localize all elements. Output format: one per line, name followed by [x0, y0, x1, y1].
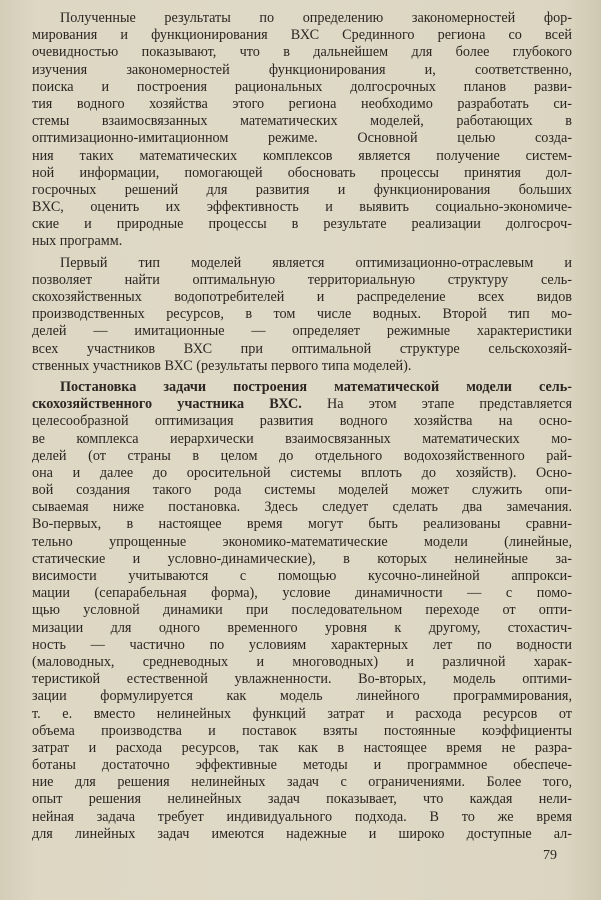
text-line: т. е. вместо нелинейных функций затрат и расхода ресурсов от	[32, 705, 572, 722]
text-line: для линейных задач имеются надежные и широко доступные ал-	[32, 825, 572, 842]
text-line: ние для решения нелинейных задач с ограничениями. Более того,	[32, 774, 572, 791]
text-line: зации формулируется как модель линейного программирования,	[32, 688, 572, 705]
text-line: мизации для одного временного уровня к другому, стохастич-	[32, 619, 572, 636]
text-line: Полученные результаты по определению закономерностей фор-	[60, 10, 572, 26]
paragraph-1	[32, 10, 572, 251]
text-line: щью условной динамики при последовательном переходе от опти-	[32, 602, 572, 619]
text-line: тельно упрощенные экономико-математические модели (линейные,	[32, 533, 572, 550]
section-heading: Постановка задачи построения математической модели сель-	[60, 378, 572, 395]
text-line: делей (от страны в целом до отдельного водохозяйственного рай-	[32, 447, 572, 464]
text-line: она и далее до оросительной системы вплоть до хозяйств). Осно-	[32, 464, 572, 481]
text-line: висимости учитываются с помощью кусочно-линейной аппрокси-	[32, 568, 572, 584]
text-line: мации (сепарабельная форма), условие динамичности — с помо-	[32, 585, 572, 602]
text-line: ния таких математических комплексов является получение систем-	[32, 147, 572, 164]
text-line: очевидностью показывают, что в дальнейшем для более глубокого	[32, 44, 572, 61]
text-line: вой создания такого рода системы моделей может служить опи-	[32, 482, 572, 499]
text-line: затрат и расхода ресурсов, так как в настоящее время не разра-	[32, 739, 572, 756]
text-line: скохозяйственных водопотребителей и распределение всех видов	[32, 289, 572, 305]
text-line: ские и природные процессы в результате реализации долгосроч-	[32, 216, 572, 233]
text-line: ной информации, помогающей обосновать процессы принятия дол-	[32, 164, 572, 181]
text-line: опыт решения нелинейных задач показывает, что каждая нели-	[32, 791, 572, 808]
text-line: ве комплекса иерархически взаимосвязанных математических мо-	[32, 430, 572, 447]
heading-followup-text: На этом этапе представляется	[301, 396, 572, 413]
text-line: ных программ.	[32, 233, 123, 250]
text-line: объема производства и поставок взяты постоянные коэффициенты	[32, 722, 572, 739]
text-line: изучения закономерностей функционирования и, соответственно,	[32, 61, 572, 78]
text-line: теристикой естественной увлажненности. Во-вторых, модель оптими-	[32, 671, 572, 688]
text-line: ВХС, оценить их эффективность и выявить социально-экономиче-	[32, 199, 572, 216]
text-line: (маловодных, средневодных и многоводных) и различной харак-	[32, 653, 572, 670]
text-line: сываемая ниже постановка. Здесь следует сделать два замечания.	[32, 499, 572, 516]
text-line: всех участников ВХС при оптимальной структуре сельскохозяй-	[32, 340, 572, 357]
page-number: 79	[543, 848, 557, 863]
text-line: оптимизационно-имитационном режиме. Основной целью созда-	[32, 130, 572, 147]
text-line: Во-первых, в настоящее время могут быть реализованы сравни-	[32, 516, 572, 533]
section-heading-tail: скохозяйственного участника ВХС.	[32, 396, 302, 413]
text-line: стемы взаимосвязанных математических моделей, работающих в	[32, 113, 572, 130]
text-line: мирования и функционирования ВХС Срединного региона со всей	[32, 27, 572, 44]
text-line: делей — имитационные — определяет режимные характеристики	[32, 323, 572, 340]
text-line	[32, 396, 572, 413]
text-line: нейная задача требует индивидуального подхода. В то же время	[32, 808, 572, 825]
text-line: целесообразной оптимизация развития водного хозяйства на осно-	[32, 413, 572, 430]
text-line: ботаны достаточно эффективные методы и программное обеспече-	[32, 757, 572, 774]
paragraph-3	[32, 379, 572, 843]
text-line: поиска и построения рациональных долгосрочных планов разви-	[32, 78, 572, 95]
text-line: производственных ресурсов, в том числе водных. Второй тип мо-	[32, 306, 572, 323]
body-text	[32, 10, 572, 843]
text-line: статические и условно-динамические), в которых нелинейные за-	[32, 550, 572, 567]
text-line: госрочных решений для развития и функционирования больших	[32, 181, 572, 198]
text-line: ность — частично по условиям характерных лет по водности	[32, 636, 572, 653]
paragraph-2	[32, 255, 572, 375]
text-line: тия водного хозяйства этого региона необходимо разработать си-	[32, 95, 572, 112]
text-line: ственных участников ВХС (результаты первого типа моделей).	[32, 357, 412, 374]
text-line: Первый тип моделей является оптимизационно-отраслевым и	[60, 254, 572, 271]
text-line: позволяет найти оптимальную территориальную структуру сель-	[32, 271, 572, 288]
